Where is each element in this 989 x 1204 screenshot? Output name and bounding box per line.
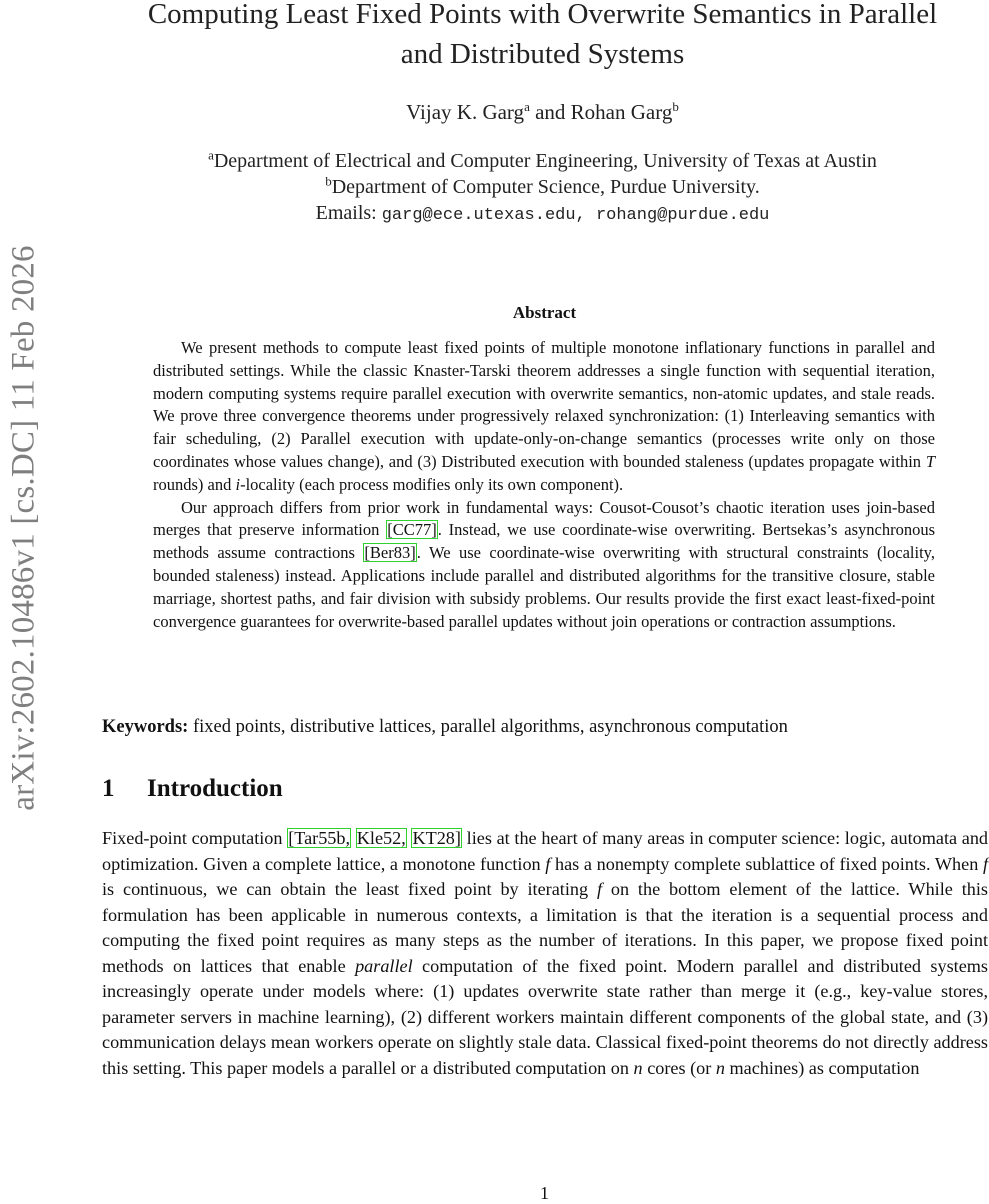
intro-text-3: has a nonempty complete sublattice of fixed points. When	[550, 853, 983, 874]
emph-parallel: parallel	[355, 955, 413, 976]
abstract-body	[153, 337, 940, 633]
var-f-3: f	[596, 879, 603, 899]
var-f-2: f	[982, 853, 988, 874]
arxiv-sidebar	[4, 195, 44, 860]
var-i: i	[235, 474, 241, 494]
abstract-heading: Abstract	[512, 303, 577, 322]
title-line-2: and Distributed Systems	[400, 38, 685, 70]
affiliation-2-mark: b	[325, 173, 332, 189]
citation-ber83[interactable]: [Ber83]	[364, 543, 416, 563]
author-1: Vijay K. Garg	[406, 100, 525, 124]
emails-line	[90, 200, 989, 229]
paper-title	[90, 0, 989, 74]
affiliation-1-text: Department of Electrical and Computer Engineering, University of Texas at Austin	[213, 150, 877, 172]
arxiv-identifier: arXiv:2602.10486v1 [cs.DC] 11 Feb 2026	[5, 244, 42, 811]
affiliations	[90, 148, 989, 229]
title-line-1: Computing Least Fixed Points with Overwrite Semantics in Parallel	[147, 0, 938, 30]
intro-paragraph	[102, 826, 988, 1081]
intro-text-2: lies at the heart of many areas in computer science: logic, automata and optimization. Given a complete lattice, a monotone function	[102, 828, 989, 874]
emails: garg@ece.utexas.edu, rohang@purdue.edu	[381, 206, 770, 225]
abstract-text-1: We present methods to compute least fixed points of multiple monotone inflationary functions in parallel and distributed settings. While the classic Knaster-Tarski theorem addresses a single function with sequential iteration, modern computing systems require parallel execution with overwrite semantics, non-atomic updates, and stale reads. We prove three convergence theorems under progressively relaxed synchronization: (1) Interleaving semantics with fair scheduling, (2) Parallel execution with update-only-on-change semantics (processes write only on those coordinates whose values change), and (3) Distributed execution with bounded staleness (updates propagate within	[153, 338, 935, 471]
intro-text-5: on the bottom element of the lattice. While this formulation has been applicable in numerous contexts, a limitation is that the iteration is a sequential process and computing the fixed point requires as many steps as the number of iterations. In this paper, we propose fixed point methods on lattices that enable	[102, 879, 988, 976]
author-separator: and	[529, 100, 571, 124]
section-heading	[102, 775, 283, 803]
var-f-1: f	[545, 853, 551, 874]
abstract-text-6: . We use coordinate-wise overwriting with structural constraints (locality, bounded staleness) instead. Applications include parallel and distributed algorithms for the transitive closure, stable marriage, shortest paths, and fair division with subsidy problems. Our results provide the first exact least-fixed-point convergence guarantees for overwrite-based parallel updates without join operations or contraction assumptions.	[153, 543, 935, 631]
affiliation-2	[90, 174, 989, 200]
keywords	[102, 717, 962, 738]
section-title: Introduction	[147, 775, 283, 802]
abstract-paragraph-2	[153, 497, 935, 634]
introduction-body	[102, 826, 988, 1081]
citation-kt28[interactable]: KT28]	[412, 828, 461, 848]
affiliation-2-text: Department of Computer Science, Purdue University.	[331, 176, 760, 198]
affiliation-1-mark: a	[208, 147, 214, 163]
author-2: Rohan Garg	[570, 100, 673, 124]
page-number: 1	[540, 1183, 549, 1203]
citation-cc77[interactable]: [CC77]	[387, 520, 437, 540]
abstract-text-5: . Instead, we use coordinate-wise overwriting. Bertsekas’s asynchronous methods assume contractions	[153, 520, 936, 563]
intro-text-7: cores (or	[642, 1057, 716, 1078]
var-n-1: n	[633, 1057, 643, 1078]
abstract-paragraph-1	[153, 337, 940, 497]
keywords-label: Keywords:	[102, 717, 189, 737]
citation-tar55b[interactable]: [Tar55b,	[288, 828, 351, 848]
emails-label: Emails:	[315, 202, 382, 224]
abstract-text-2: rounds) and	[153, 451, 940, 494]
intro-text-1: Fixed-point computation	[102, 828, 288, 848]
intro-text-8: machines) as computation	[724, 1057, 920, 1078]
affiliation-1	[90, 148, 989, 174]
var-n-2: n	[715, 1057, 725, 1078]
author-1-mark: a	[524, 99, 530, 114]
authors	[90, 100, 989, 125]
intro-text-4: is continuous, we can obtain the least fixed point by iterating	[102, 879, 597, 899]
abstract-text-3: -locality (each process modifies only its own component).	[240, 474, 624, 494]
abstract-text-4: Our approach differs from prior work in fundamental ways: Cousot-Cousot’s chaotic iteration uses join-based merges that preserve information	[153, 497, 935, 540]
keywords-text: fixed points, distributive lattices, parallel algorithms, asynchronous computation	[188, 717, 788, 737]
intro-text-6: computation of the fixed point. Modern parallel and distributed systems increasingly operate under models where: (1) updates overwrite state rather than merge it (e.g., key-value stores, parameter servers in machine learning), (2) different workers maintain different components of the global state, and (3) communication delays mean workers operate on slightly stale data. Classical fixed-point theorems do not directly address this setting. This paper models a parallel or a distributed computation on	[102, 955, 989, 1078]
section-number: 1	[102, 775, 115, 802]
citation-kle52[interactable]: Kle52,	[356, 828, 406, 848]
var-T: T	[925, 451, 936, 471]
author-2-mark: b	[672, 99, 679, 114]
